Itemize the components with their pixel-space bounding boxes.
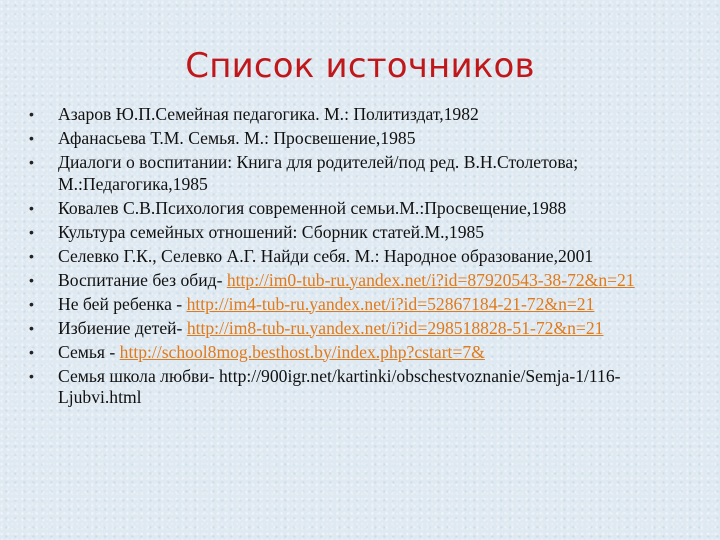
bullet-icon: • (29, 343, 34, 360)
item-text: Культура семейных отношений: Сборник статей.М.,1985 (58, 221, 485, 242)
bullet-icon: • (29, 295, 34, 312)
bullet-icon: • (29, 367, 34, 384)
bullet-icon: • (29, 199, 34, 216)
item-text: Афанасьева Т.М. Семья. М.: Просвешение,1985 (58, 128, 416, 148)
item-text: Избиение детей- (58, 317, 187, 338)
source-link[interactable]: http://im0-tub-ru.yandex.net/i?id=87920543-38-72&n=21 (226, 269, 635, 290)
list-item (29, 366, 699, 409)
item-text: Азаров Ю.П.Семейная педагогика. М.: Политиздат,1982 (58, 104, 479, 124)
item-text: Семья - (58, 341, 120, 362)
sources-list (29, 104, 699, 411)
list-item (29, 294, 699, 316)
list-item (29, 318, 699, 340)
item-text: Ковалев С.В.Психология современной семьи.М.:Просвещение,1988 (58, 197, 567, 218)
item-text: Не бей ребенка - (58, 293, 187, 314)
source-link[interactable]: http://school8mog.besthost.by/index.php?cstart=7& (119, 341, 485, 362)
slide-title: Список источников (185, 46, 535, 86)
list-item (29, 152, 699, 195)
list-item (29, 270, 699, 292)
source-link[interactable]: http://im4-tub-ru.yandex.net/i?id=52867184-21-72&n=21 (186, 293, 595, 314)
item-text: Диалоги о воспитании: Книга для родителей/под ред. В.Н.Столетова; М.:Педагогика,1985 (58, 152, 579, 194)
list-item (29, 246, 699, 268)
item-text: Семья школа любви- http://900igr.net/kartinki/obschestvoznanie/Semja-1/116-Ljubvi.html (58, 365, 621, 407)
bullet-icon: • (29, 154, 34, 170)
bullet-icon: • (29, 106, 34, 122)
item-text: Селевко Г.К., Селевко А.Г. Найди себя. М.: Народное образование,2001 (58, 245, 594, 266)
item-text: Воспитание без обид- (58, 269, 227, 290)
list-item (29, 342, 699, 364)
bullet-icon: • (29, 271, 34, 288)
bullet-icon: • (29, 319, 34, 336)
list-item (29, 198, 699, 220)
list-item (29, 222, 699, 244)
list-item (29, 104, 699, 126)
list-item (29, 128, 699, 150)
bullet-icon: • (29, 130, 34, 146)
source-link[interactable]: http://im8-tub-ru.yandex.net/i?id=298518828-51-72&n=21 (186, 317, 604, 338)
bullet-icon: • (29, 247, 34, 264)
bullet-icon: • (29, 223, 34, 240)
